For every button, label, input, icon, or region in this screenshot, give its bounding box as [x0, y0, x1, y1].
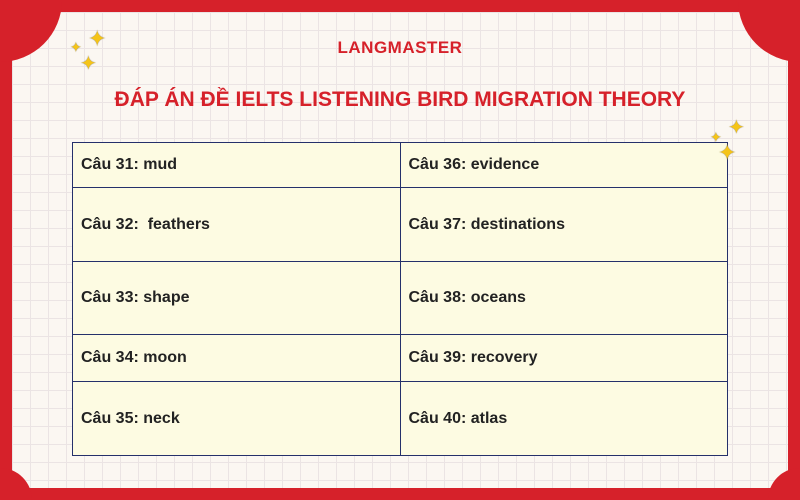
- sparkle-icon: ✦: [80, 53, 97, 75]
- table-row: [73, 262, 728, 335]
- table-row: [73, 188, 728, 262]
- sparkle-icon: ✦: [88, 26, 107, 51]
- table-row: [73, 335, 728, 382]
- sparkle-icon: ✦: [718, 140, 737, 165]
- answer-cell: Câu 33: shape: [73, 262, 401, 335]
- answers-table: [72, 142, 728, 456]
- answer-cell: Câu 32: feathers: [73, 188, 401, 262]
- answer-cell: Câu 39: recovery: [400, 335, 728, 382]
- table-row: [73, 143, 728, 188]
- answer-cell: Câu 40: atlas: [400, 382, 728, 456]
- answer-cell: Câu 36: evidence: [400, 143, 728, 188]
- brand-logo: LANGMASTER: [337, 38, 463, 57]
- page-title: ĐÁP ÁN ĐỀ IELTS LISTENING BIRD MIGRATION THEORY: [114, 88, 686, 111]
- answer-cell: Câu 38: oceans: [400, 262, 728, 335]
- answer-cell: Câu 37: destinations: [400, 188, 728, 262]
- sparkle-icon: ✦: [70, 39, 82, 55]
- sparkle-icon: ✦: [728, 117, 745, 139]
- table-row: [73, 382, 728, 456]
- sparkle-icon: ✦: [710, 129, 722, 145]
- answer-cell: Câu 34: moon: [73, 335, 401, 382]
- answer-cell: Câu 31: mud: [73, 143, 401, 188]
- answer-cell: Câu 35: neck: [73, 382, 401, 456]
